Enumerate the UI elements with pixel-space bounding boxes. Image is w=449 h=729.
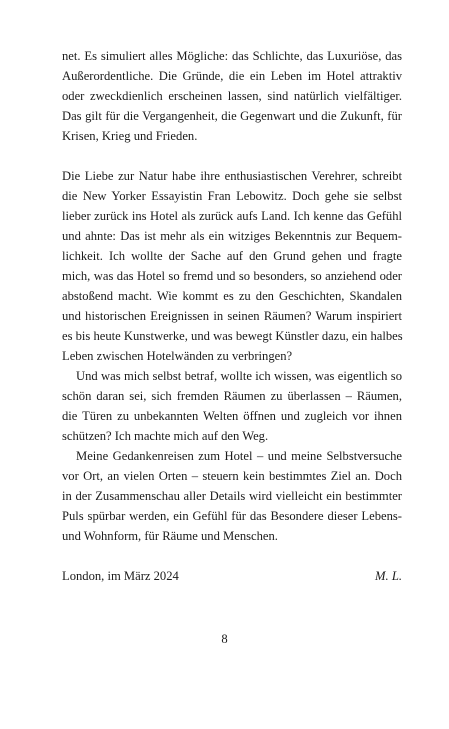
- text-line: Die Liebe zur Natur habe ihre enthusiastischen Verehrer, schreibt: [62, 169, 402, 183]
- paragraph: [62, 366, 402, 446]
- text-line: lichkeit. Ich wollte der Sache auf den Grund gehen und fragte: [62, 249, 402, 263]
- text-line: abstoßend macht. Wie kommt es zu den Geschichten, Skandalen: [62, 289, 402, 303]
- paragraph: [62, 446, 402, 546]
- text-line: und historischen Ereignissen in seinen Räumen? Warum inspiriert: [62, 309, 402, 323]
- text-line: und ahnte: Das ist mehr als ein witziges Bekenntnis zur Bequem-: [62, 229, 402, 243]
- paragraph: [62, 46, 402, 146]
- text-line: Krisen, Krieg und Frieden.: [62, 129, 198, 143]
- text-line: Puls spürbar werden, ein Gefühl für das Besondere dieser Lebens-: [62, 509, 402, 523]
- text-line: vor Ort, an vielen Orten – steuern kein bestimmtes Ziel an. Doch: [62, 469, 402, 483]
- text-line: schön daran sei, sich fremden Räumen zu überlassen – Räumen,: [62, 389, 402, 403]
- text-line: in der Zusammenschau aller Details wird vielleicht ein bestimmter: [62, 489, 402, 503]
- paragraph: [62, 166, 402, 366]
- document-body: [62, 46, 402, 586]
- text-line: net. Es simuliert alles Mögliche: das Schlichte, das Luxuriöse, das: [62, 49, 402, 63]
- text-line: mich, was das Hotel so fremd und so besonders, so anziehend oder: [62, 269, 402, 283]
- author-initials: M. L.: [375, 569, 402, 583]
- text-line: die New Yorker Essayistin Fran Lebowitz. Doch gehe sie selbst: [62, 189, 402, 203]
- text-line: oder zweckdienlich erscheinen lassen, sind natürlich vielfältiger.: [62, 89, 402, 103]
- text-line: Und was mich selbst betraf, wollte ich wissen, was eigentlich so: [76, 369, 402, 383]
- text-line: Außerordentliche. Die Gründe, die ein Leben im Hotel attraktiv: [62, 69, 402, 83]
- paragraph-spacer: [62, 546, 402, 566]
- signature-line: [62, 566, 402, 586]
- text-line: es bis heute Kunstwerke, und was bewegt Künstler dazu, ein halbes: [62, 329, 403, 343]
- page-number: 8: [221, 632, 228, 646]
- text-line: lieber zurück ins Hotel als zurück aufs Land. Ich kenne das Gefühl: [62, 209, 402, 223]
- text-line: Meine Gedankenreisen zum Hotel – und meine Selbstversuche: [76, 449, 402, 463]
- text-line: Das gilt für die Vergangenheit, die Gegenwart und die Zukunft, für: [62, 109, 402, 123]
- text-line: schützen? Ich machte mich auf den Weg.: [62, 429, 269, 443]
- text-line: und Wohnform, für Räume und Menschen.: [62, 529, 278, 543]
- text-line: Leben zwischen Hotelwänden zu verbringen?: [62, 349, 293, 363]
- paragraph-spacer: [62, 146, 402, 166]
- text-line: die Türen zu unbekannten Welten öffnen und zugleich vor ihnen: [62, 409, 402, 423]
- place-date: London, im März 2024: [62, 569, 179, 583]
